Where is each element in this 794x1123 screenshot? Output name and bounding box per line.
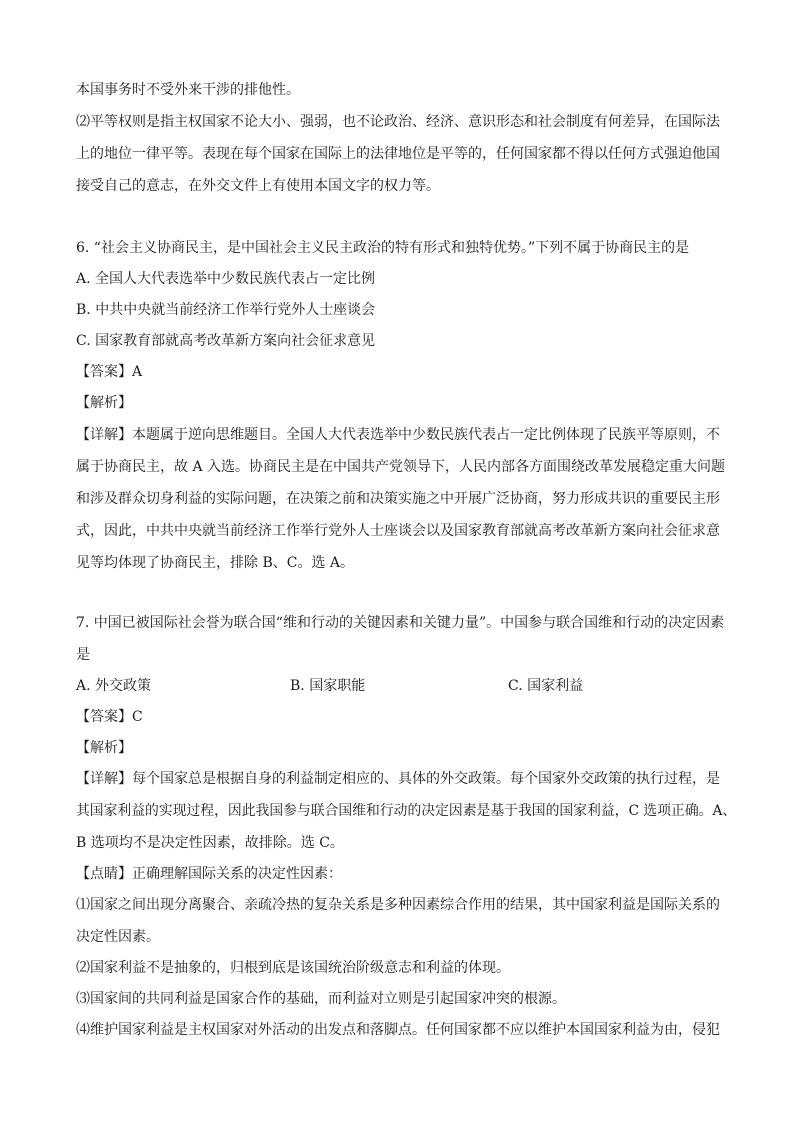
question-7-analysis-heading: 【解析】: [76, 740, 132, 756]
question-7-tip-line: 决定性因素。: [76, 929, 160, 945]
question-7-tip-line: ⑷维护国家利益是主权国家对外活动的出发点和落脚点。任何国家都不应以维护本国国家利益为由，侵犯: [76, 1022, 720, 1038]
question-6-option-b: B. 中共中央就当前经济工作举行党外人士座谈会: [76, 302, 376, 318]
question-6-detail-line: 和涉及群众切身利益的实际问题，在决策之前和决策实施之中开展广泛协商，努力形成共识的重要民主形: [76, 491, 720, 507]
question-7-option-a: A. 外交政策: [76, 678, 152, 694]
question-6-detail-line: 见等均体现了协商民主，排除 B、C。选 A。: [76, 555, 355, 571]
question-6-analysis-heading: 【解析】: [76, 395, 132, 411]
question-7-detail-line: 【详解】每个国家总是根据自身的利益制定相应的、具体的外交政策。每个国家外交政策的执行过程，是: [76, 771, 720, 787]
question-6-detail-line: 【详解】本题属于逆向思维题目。全国人大代表选举中少数民族代表占一定比例体现了民族平等原则，不: [76, 427, 720, 443]
question-6-stem: 6. “社会主义协商民主，是中国社会主义民主政治的特有形式和独特优势。”下列不属于协商民主的是: [76, 240, 690, 256]
question-7-detail-line: 其国家利益的实现过程，因此我国参与联合国维和行动的决定因素是基于我国的国家利益，C 选项正确。A、: [76, 803, 737, 819]
question-6-detail-line: 属于协商民主，故 A 入选。协商民主是在中国共产党领导下，人民内部各方面围绕改革发展稳定重大问题: [76, 459, 726, 475]
paragraph-line: 接受自己的意志，在外交文件上有使用本国文字的权力等。: [76, 178, 440, 194]
question-7-options: [76, 676, 736, 696]
question-6-option-a: A. 全国人大代表选举中少数民族代表占一定比例: [76, 271, 376, 287]
paragraph-line: 上的地位一律平等。表现在每个国家在国际上的法律地位是平等的，任何国家都不得以任何方式强迫他国: [76, 146, 720, 162]
question-6-detail-line: 式，因此，中共中央就当前经济工作举行党外人士座谈会以及国家教育部就高考改革新方案向社会征求意: [76, 523, 720, 539]
question-7-option-b: B. 国家职能: [290, 678, 366, 694]
question-7-tip-heading: 【点睛】正确理解国际关系的决定性因素：: [76, 866, 342, 882]
question-7-tip-line: ⑵国家利益不是抽象的，归根到底是该国统治阶级意志和利益的体现。: [76, 960, 510, 976]
question-6-answer: 【答案】A: [76, 364, 143, 380]
paragraph-line: 本国事务时不受外来干涉的排他性。: [76, 82, 300, 98]
question-7-option-c: C. 国家利益: [508, 678, 584, 694]
question-7-tip-line: ⑶国家间的共同利益是国家合作的基础，而利益对立则是引起国家冲突的根源。: [76, 991, 566, 1007]
question-7-tip-line: ⑴国家之间出现分离聚合、亲疏冷热的复杂关系是多种因素综合作用的结果，其中国家利益是国际关系的: [76, 897, 720, 913]
question-6-option-c: C. 国家教育部就高考改革新方案向社会征求意见: [76, 333, 376, 349]
question-7-stem: 7. 中国已被国际社会誉为联合国“维和行动的关键因素和关键力量”。中国参与联合国维和行动的决定因素: [76, 615, 725, 631]
question-7-stem-continued: 是: [76, 647, 90, 663]
paragraph-line: ⑵平等权则是指主权国家不论大小、强弱，也不论政治、经济、意识形态和社会制度有何差异，在国际法: [76, 114, 720, 130]
question-7-answer: 【答案】C: [76, 709, 143, 725]
question-7-detail-line: B 选项均不是决定性因素，故排除。选 C。: [76, 835, 344, 851]
